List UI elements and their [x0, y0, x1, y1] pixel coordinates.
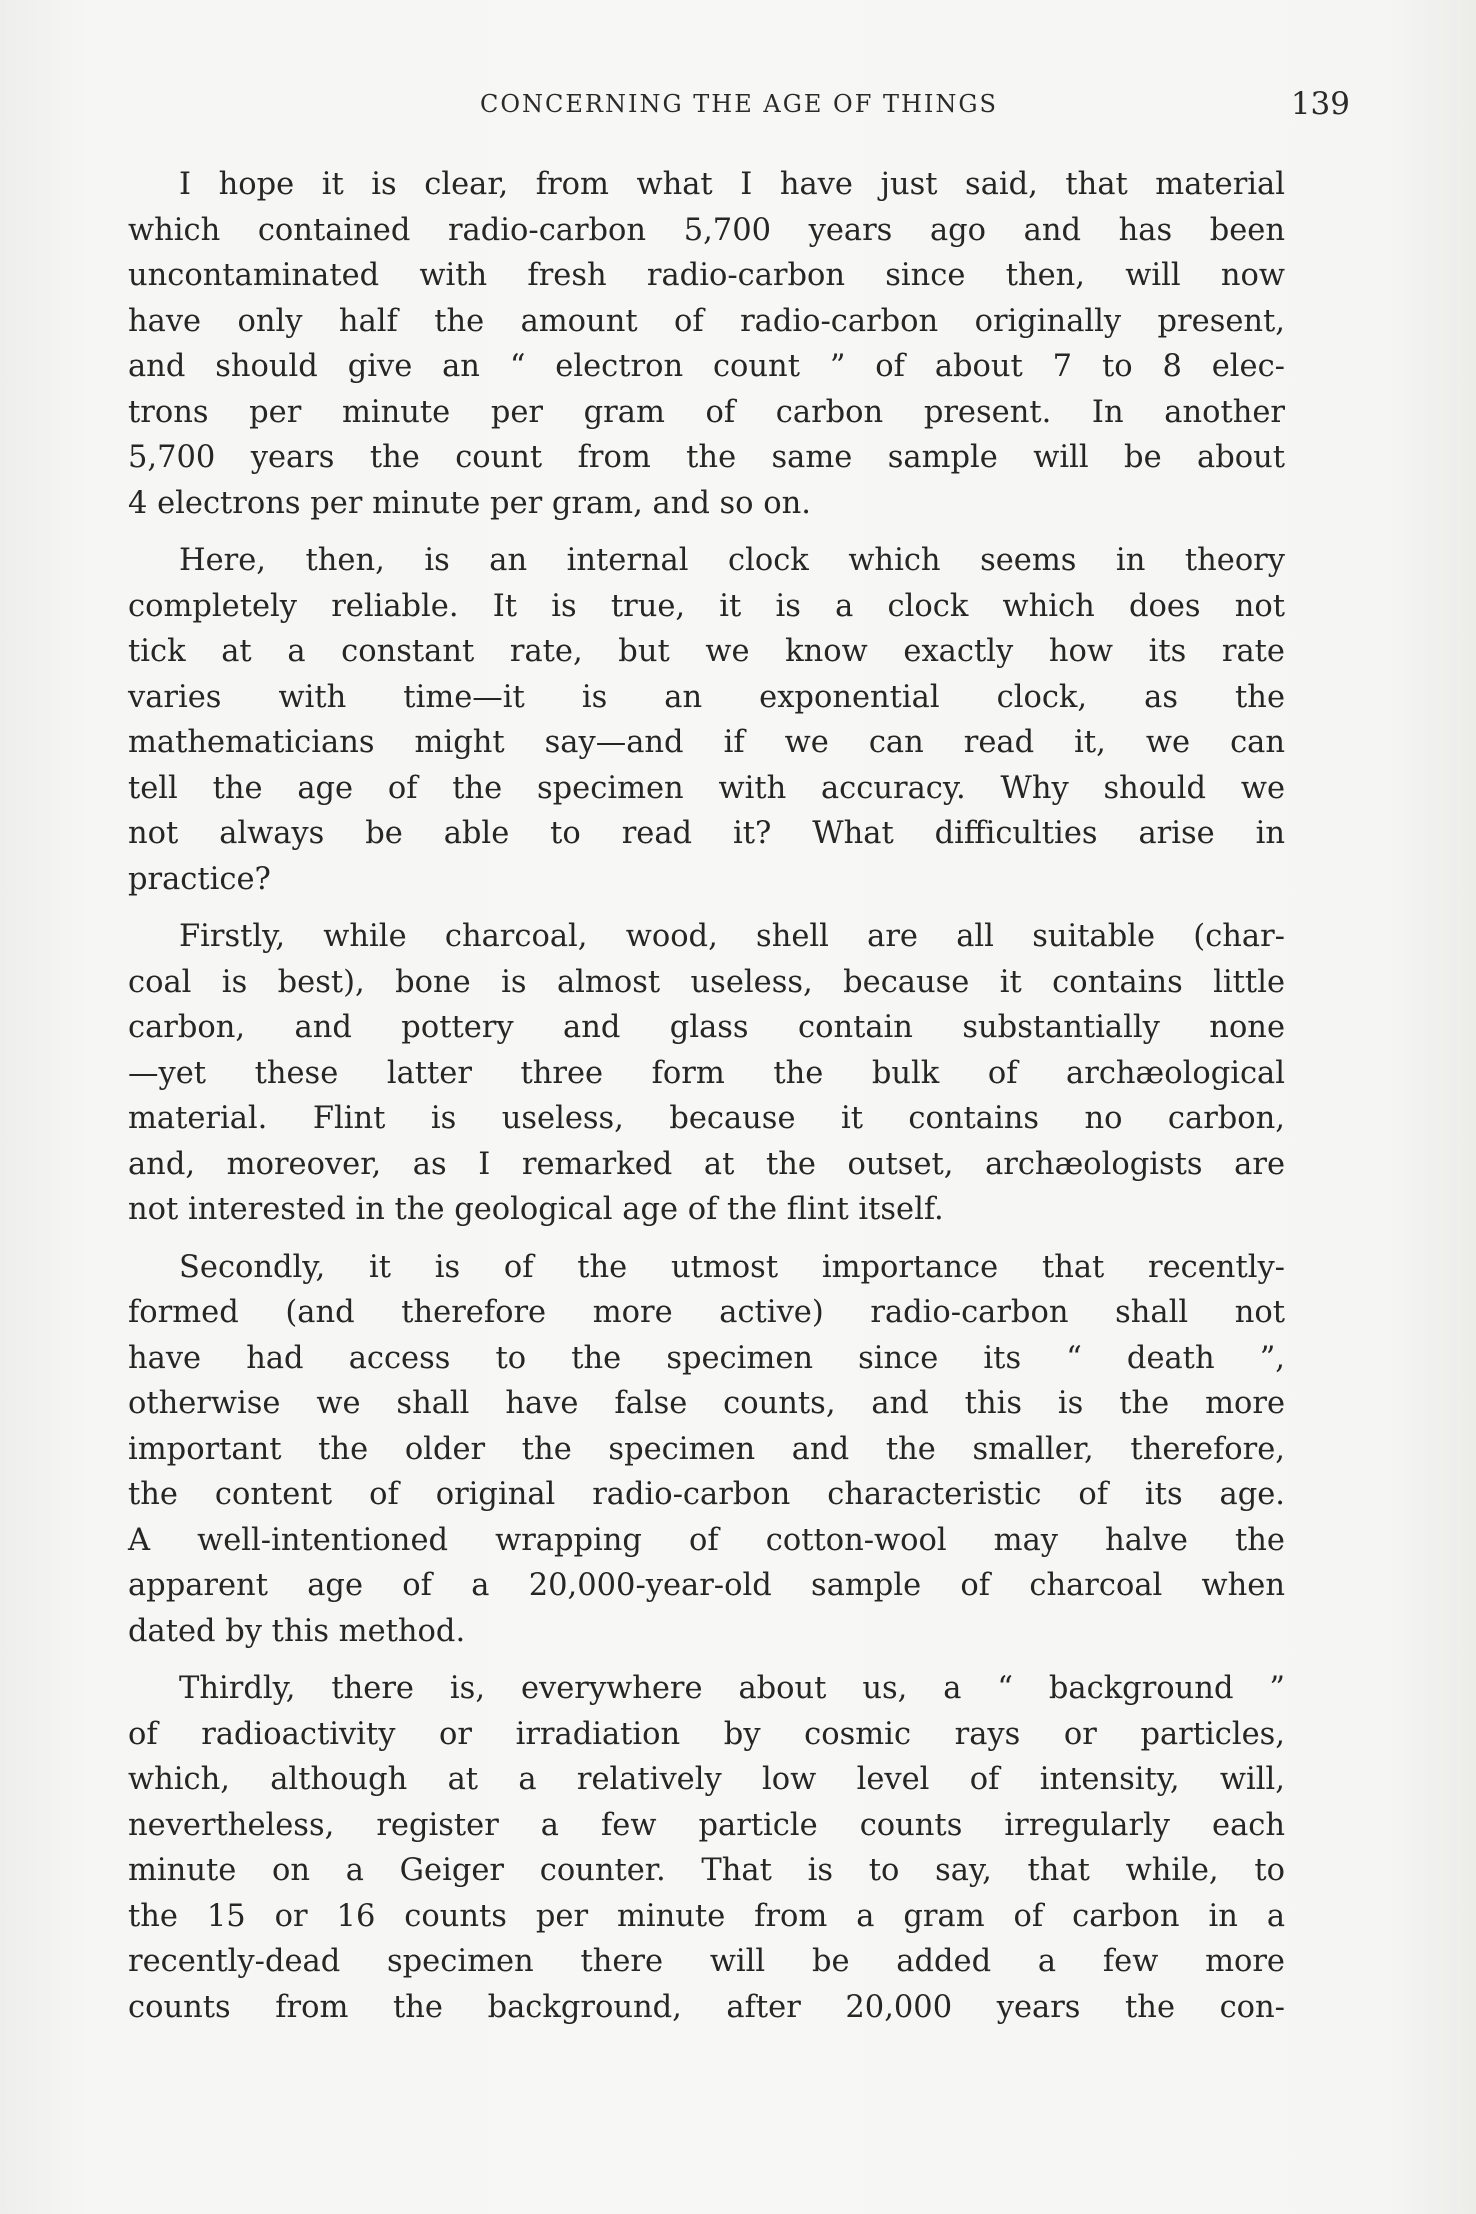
text-line: I hope it is clear, from what I have just said, that material [179, 167, 1285, 202]
body-text [128, 162, 1285, 2042]
text-line: Secondly, it is of the utmost importance that recently- [179, 1249, 1285, 1285]
paragraph [128, 538, 1285, 902]
text-line: and should give an “ electron count ” of about 7 to 8 elec- [128, 349, 1285, 384]
text-line: Here, then, is an internal clock which seems in theory [179, 543, 1285, 578]
text-line: which contained radio-carbon 5,700 years ago and has been [128, 212, 1285, 248]
running-head-title: CONCERNING THE AGE OF THINGS [480, 90, 998, 118]
text-line: —yet these latter three form the bulk of archæological [128, 1055, 1285, 1091]
text-line: nevertheless, register a few particle counts irregularly each [128, 1807, 1285, 1843]
text-line: A well-intentioned wrapping of cotton-wool may halve the [128, 1522, 1285, 1558]
text-line: counts from the background, after 20,000 years the con- [128, 1989, 1285, 2025]
text-line: not always be able to read it? What difficulties arise in [128, 816, 1285, 851]
paragraph [128, 162, 1285, 526]
text-line: the content of original radio-carbon characteristic of its age. [128, 1477, 1285, 1512]
text-line: uncontaminated with fresh radio-carbon since then, will now [128, 258, 1285, 293]
text-line: Firstly, while charcoal, wood, shell are all suitable (char- [179, 919, 1285, 954]
text-line: recently-dead specimen there will be added a few more [128, 1944, 1285, 1979]
text-line: Thirdly, there is, everywhere about us, a “ background ” [179, 1671, 1285, 1706]
text-line: apparent age of a 20,000-year-old sample of charcoal when [128, 1568, 1285, 1603]
text-line: 4 electrons per minute per gram, and so on. [128, 485, 811, 521]
text-line: which, although at a relatively low level of intensity, will, [128, 1762, 1285, 1797]
text-line: carbon, and pottery and glass contain substantially none [128, 1010, 1285, 1045]
text-line: 5,700 years the count from the same sample will be about [128, 440, 1285, 475]
text-line: varies with time—it is an exponential clock, as the [128, 679, 1285, 715]
text-line: have had access to the specimen since its “ death ”, [128, 1340, 1285, 1376]
text-line: minute on a Geiger counter. That is to say, that while, to [128, 1853, 1285, 1888]
text-line: the 15 or 16 counts per minute from a gram of carbon in a [128, 1898, 1285, 1934]
text-line: completely reliable. It is true, it is a clock which does not [128, 588, 1285, 624]
paragraph [128, 1245, 1285, 1655]
text-line: and, moreover, as I remarked at the outset, archæologists are [128, 1146, 1285, 1182]
text-line: mathematicians might say—and if we can read it, we can [128, 725, 1285, 760]
text-line: tell the age of the specimen with accuracy. Why should we [128, 770, 1285, 806]
text-line: practice? [128, 861, 271, 897]
text-line: material. Flint is useless, because it contains no carbon, [128, 1101, 1285, 1136]
text-line: not interested in the geological age of the flint itself. [128, 1192, 944, 1227]
text-line: dated by this method. [128, 1613, 466, 1649]
text-line: formed (and therefore more active) radio-carbon shall not [128, 1295, 1285, 1330]
text-line: coal is best), bone is almost useless, because it contains little [128, 964, 1285, 1000]
text-line: tick at a constant rate, but we know exactly how its rate [128, 634, 1285, 669]
page-number: 139 [1290, 86, 1350, 122]
text-line: have only half the amount of radio-carbon originally present, [128, 303, 1285, 339]
paragraph [128, 1666, 1285, 2030]
text-line: trons per minute per gram of carbon present. In another [128, 394, 1285, 430]
running-head [128, 84, 1350, 124]
text-line: important the older the specimen and the smaller, therefore, [128, 1431, 1285, 1467]
text-line: of radioactivity or irradiation by cosmic rays or particles, [128, 1716, 1285, 1752]
paragraph [128, 914, 1285, 1233]
text-line: otherwise we shall have false counts, and this is the more [128, 1386, 1285, 1421]
